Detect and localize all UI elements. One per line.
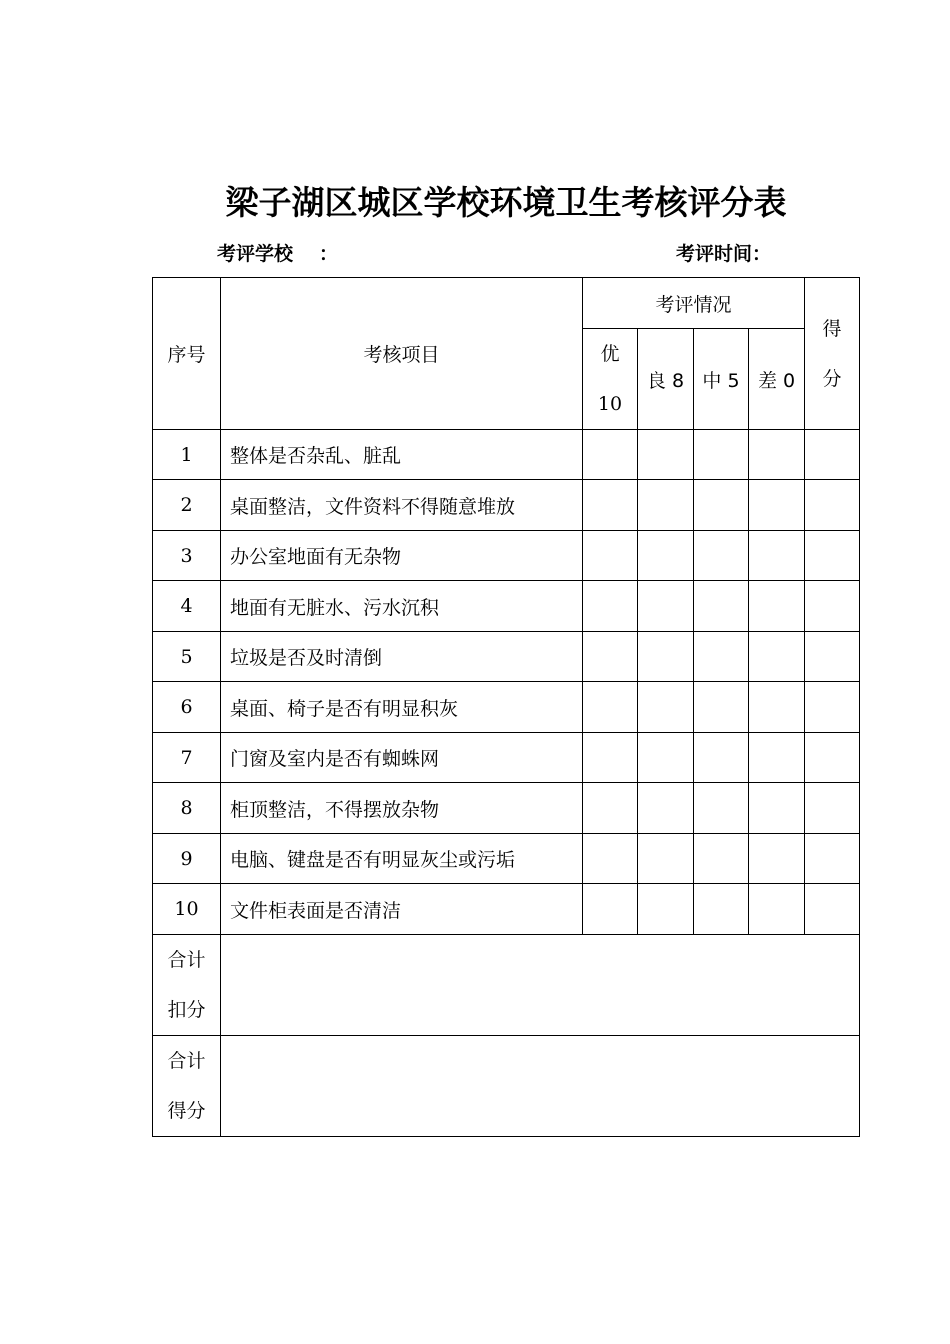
header-row-1 (153, 278, 860, 329)
score-cell[interactable] (805, 834, 860, 884)
table-row (153, 531, 860, 581)
medium-cell[interactable] (694, 884, 749, 935)
row-number: 2 (153, 480, 221, 531)
total-deduction-line2: 扣分 (167, 999, 206, 1021)
header-seq: 序号 (153, 278, 221, 430)
row-number: 1 (153, 430, 221, 480)
table-row (153, 783, 860, 834)
total-deduction-row (153, 935, 860, 1036)
medium-cell[interactable] (694, 733, 749, 783)
good-cell[interactable] (638, 581, 694, 632)
poor-cell[interactable] (749, 834, 805, 884)
excellent-cell[interactable] (583, 531, 638, 581)
header-medium: 中 5 (694, 329, 749, 430)
row-number: 4 (153, 581, 221, 632)
poor-cell[interactable] (749, 733, 805, 783)
excellent-cell[interactable] (583, 480, 638, 531)
score-cell[interactable] (805, 783, 860, 834)
score-cell[interactable] (805, 531, 860, 581)
poor-cell[interactable] (749, 430, 805, 480)
table-row (153, 733, 860, 783)
score-cell[interactable] (805, 480, 860, 531)
row-item: 柜顶整洁，不得摆放杂物 (221, 783, 583, 834)
row-item: 地面有无脏水、污水沉积 (221, 581, 583, 632)
school-colon: ： (319, 243, 339, 265)
school-label: 考评学校 (217, 243, 294, 265)
total-score-line1: 合计 (167, 1050, 206, 1072)
header-excellent (583, 329, 638, 430)
good-cell[interactable] (638, 733, 694, 783)
poor-cell[interactable] (749, 884, 805, 935)
total-score-line2: 得分 (167, 1100, 206, 1122)
table-row (153, 480, 860, 531)
score-cell[interactable] (805, 581, 860, 632)
medium-cell[interactable] (694, 682, 749, 733)
medium-cell[interactable] (694, 581, 749, 632)
excellent-cell[interactable] (583, 733, 638, 783)
time-label: 考评时间： (676, 243, 772, 265)
row-number: 8 (153, 783, 221, 834)
good-cell[interactable] (638, 632, 694, 682)
header-poor: 差 0 (749, 329, 805, 430)
medium-cell[interactable] (694, 480, 749, 531)
poor-cell[interactable] (749, 783, 805, 834)
row-number: 9 (153, 834, 221, 884)
row-item: 电脑、键盘是否有明显灰尘或污垢 (221, 834, 583, 884)
row-item: 门窗及室内是否有蜘蛛网 (221, 733, 583, 783)
good-cell[interactable] (638, 682, 694, 733)
row-item: 桌面整洁，文件资料不得随意堆放 (221, 480, 583, 531)
poor-cell[interactable] (749, 581, 805, 632)
poor-cell[interactable] (749, 531, 805, 581)
total-score-cell[interactable] (221, 1036, 860, 1137)
medium-cell[interactable] (694, 531, 749, 581)
total-deduction-label (153, 935, 221, 1036)
excellent-cell[interactable] (583, 682, 638, 733)
header-good: 良 8 (638, 329, 694, 430)
good-cell[interactable] (638, 884, 694, 935)
row-number: 7 (153, 733, 221, 783)
table-row (153, 884, 860, 935)
medium-cell[interactable] (694, 632, 749, 682)
total-deduction-line1: 合计 (167, 949, 206, 971)
score-table (152, 277, 860, 1137)
row-number: 10 (153, 884, 221, 935)
excellent-cell[interactable] (583, 581, 638, 632)
good-cell[interactable] (638, 783, 694, 834)
excellent-cell[interactable] (583, 632, 638, 682)
score-cell[interactable] (805, 884, 860, 935)
row-item: 垃圾是否及时清倒 (221, 632, 583, 682)
excellent-cell[interactable] (583, 834, 638, 884)
good-cell[interactable] (638, 430, 694, 480)
header-score (805, 278, 860, 430)
row-item: 办公室地面有无杂物 (221, 531, 583, 581)
total-score-row (153, 1036, 860, 1137)
poor-cell[interactable] (749, 632, 805, 682)
row-item: 整体是否杂乱、脏乱 (221, 430, 583, 480)
medium-cell[interactable] (694, 834, 749, 884)
header-item: 考核项目 (221, 278, 583, 430)
medium-cell[interactable] (694, 783, 749, 834)
score-cell[interactable] (805, 632, 860, 682)
row-item: 桌面、椅子是否有明显积灰 (221, 682, 583, 733)
total-score-label (153, 1036, 221, 1137)
good-cell[interactable] (638, 531, 694, 581)
total-deduction-cell[interactable] (221, 935, 860, 1036)
excellent-cell[interactable] (583, 783, 638, 834)
table-row (153, 682, 860, 733)
score-cell[interactable] (805, 430, 860, 480)
header-excellent-line1: 优 (600, 343, 620, 365)
good-cell[interactable] (638, 834, 694, 884)
time-field (676, 240, 771, 268)
table-row (153, 581, 860, 632)
medium-cell[interactable] (694, 430, 749, 480)
poor-cell[interactable] (749, 682, 805, 733)
header-score-line1: 得 (822, 317, 842, 340)
row-number: 6 (153, 682, 221, 733)
row-item: 文件柜表面是否清洁 (221, 884, 583, 935)
row-number: 3 (153, 531, 221, 581)
table-row (153, 430, 860, 480)
score-cell[interactable] (805, 682, 860, 733)
header-score-line2: 分 (822, 367, 842, 390)
excellent-cell[interactable] (583, 430, 638, 480)
table-row (153, 632, 860, 682)
excellent-cell[interactable] (583, 884, 638, 935)
table-row (153, 834, 860, 884)
school-field (217, 240, 338, 268)
header-excellent-line2: 10 (597, 393, 623, 415)
row-number: 5 (153, 632, 221, 682)
page-title: 梁子湖区城区学校环境卫生考核评分表 (225, 183, 787, 222)
header-evaluation: 考评情况 (583, 278, 805, 329)
poor-cell[interactable] (749, 480, 805, 531)
score-cell[interactable] (805, 733, 860, 783)
good-cell[interactable] (638, 480, 694, 531)
